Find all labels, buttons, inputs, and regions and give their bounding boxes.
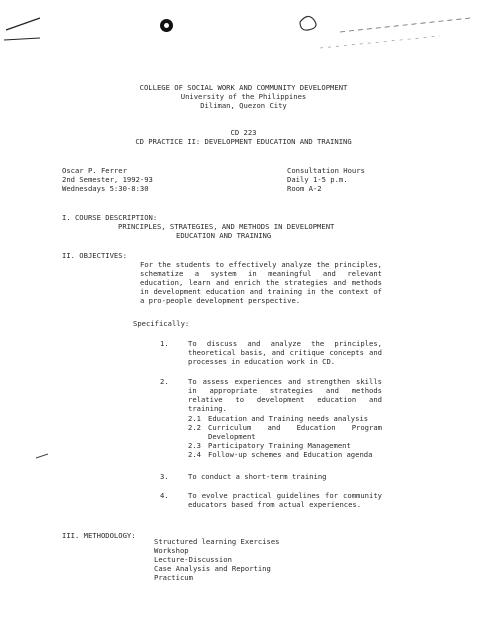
subitem-2-4-text: Follow-up schemes and Education agenda	[208, 450, 373, 459]
semester: 2nd Semester, 1992-93	[62, 175, 153, 184]
consultation-time: Daily 1-5 p.m.	[287, 175, 348, 184]
consultation-room: Room A-2	[287, 184, 322, 193]
objective-4-number: 4.	[160, 491, 169, 500]
objectives-heading: II. OBJECTIVES:	[62, 251, 127, 260]
punch-hole-icon	[160, 19, 173, 32]
instructor-name: Oscar P. Ferrer	[62, 166, 127, 175]
methodology-item: Case Analysis and Reporting	[154, 564, 271, 573]
subitem-2-3-number: 2.3	[188, 441, 201, 450]
consultation-label: Consultation Hours	[287, 166, 365, 175]
general-objective: For the students to effectively analyze the principles, schematize a system in meaningful and relevant education, learn and enrich the strategies and methods in development education and training in the context of a pro-people development perspective.	[140, 260, 382, 305]
class-schedule: Wednesdays 5:30-8:30	[62, 184, 149, 193]
subitem-2-3-text: Participatory Training Management	[208, 441, 351, 450]
course-code: CD 223	[230, 128, 257, 137]
objective-4-text: To evolve practical guidelines for community educators based from actual experiences.	[188, 491, 382, 509]
course-description-line1: PRINCIPLES, STRATEGIES, AND METHODS IN DEVELOPMENT	[118, 222, 335, 231]
objective-3-number: 3.	[160, 472, 169, 481]
objective-1-number: 1.	[160, 339, 169, 348]
university-location: Diliman, Quezon City	[200, 101, 287, 110]
specifically-label: Specifically:	[133, 319, 190, 328]
subitem-2-2-number: 2.2	[188, 423, 201, 432]
subitem-2-1-text: Education and Training needs analysis	[208, 414, 369, 423]
methodology-item: Structured learning Exercises	[154, 537, 280, 546]
methodology-item: Workshop	[154, 546, 189, 555]
college-name: COLLEGE OF SOCIAL WORK AND COMMUNITY DEVELOPMENT	[139, 83, 348, 92]
subitem-2-4-number: 2.4	[188, 450, 201, 459]
objective-2-number: 2.	[160, 377, 169, 386]
course-description-line2: EDUCATION AND TRAINING	[176, 231, 272, 240]
subitem-2-2-text: Curriculum and Education Program Development	[208, 423, 382, 441]
course-title: CD PRACTICE II: DEVELOPMENT EDUCATION AND TRAINING	[135, 137, 352, 146]
university-name: University of the Philippines	[180, 92, 307, 101]
methodology-item: Lecture-Discussion	[154, 555, 232, 564]
objective-1-text: To discuss and analyze the principles, theoretical basis, and critique concepts and processes in education work in CD.	[188, 339, 382, 366]
methodology-heading: III. METHODOLOGY:	[62, 531, 136, 540]
subitem-2-1-number: 2.1	[188, 414, 201, 423]
course-description-heading: I. COURSE DESCRIPTION:	[62, 213, 158, 222]
objective-3-text: To conduct a short-term training	[188, 472, 327, 481]
methodology-item: Practicum	[154, 573, 193, 582]
objective-2-text: To assess experiences and strengthen skills in appropriate strategies and methods relative to development education and training.	[188, 377, 382, 413]
